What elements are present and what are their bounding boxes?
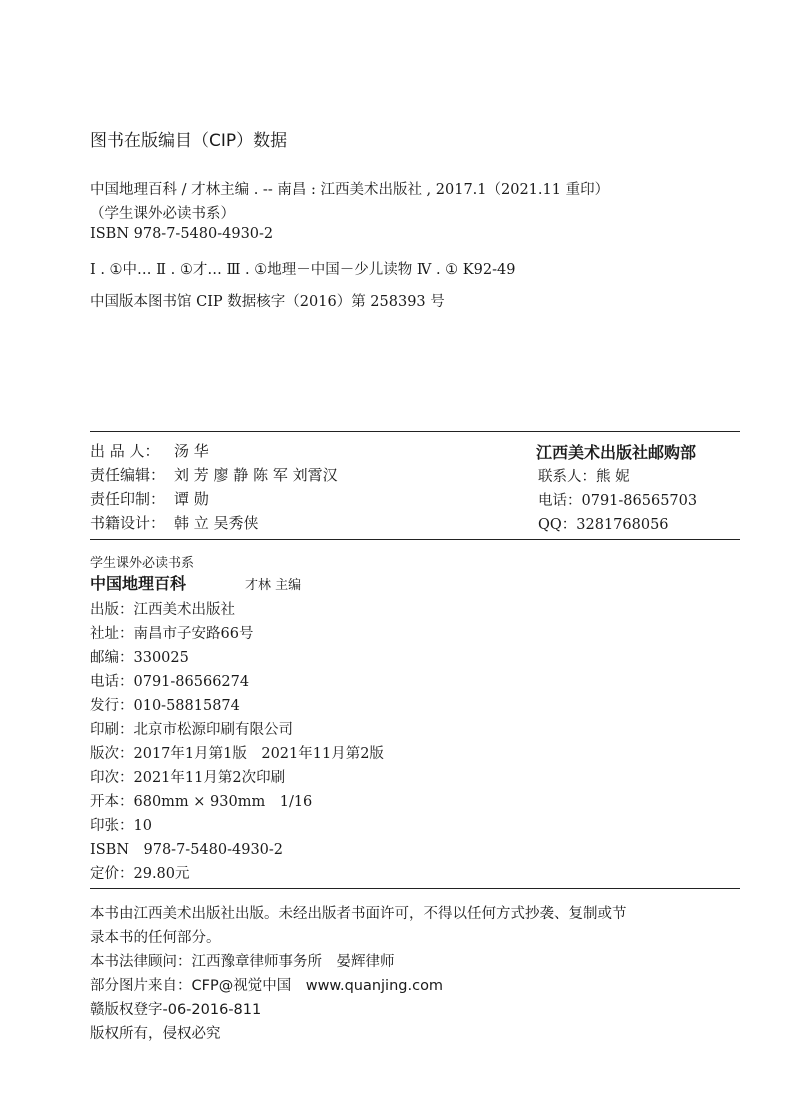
divider <box>90 539 740 540</box>
legal-notice-line-1: 本书由江西美术出版社出版。未经出版者书面许可，不得以任何方式抄袭、复制或节 <box>90 906 627 922</box>
staff-publisher <box>90 440 209 461</box>
cip-line-series: （学生课外必读书系） <box>90 206 235 222</box>
book-series: 学生课外必读书系 <box>90 556 195 571</box>
info-printer: 印刷：北京市松源印刷有限公司 <box>90 722 293 738</box>
info-phone: 电话：0791-86566274 <box>90 674 250 690</box>
info-isbn: ISBN 978-7-5480-4930-2 <box>90 842 284 858</box>
info-format: 开本：680mm × 930mm 1/16 <box>90 794 313 810</box>
info-edition: 版次：2017年1月第1版 2021年11月第2版 <box>90 746 384 762</box>
staff-label: 责任印制： <box>90 490 166 508</box>
mail-order-qq: QQ：3281768056 <box>538 517 669 533</box>
info-distribution: 发行：010-58815874 <box>90 698 240 714</box>
info-postcode: 邮编：330025 <box>90 650 189 666</box>
staff-label: 书籍设计： <box>90 514 166 532</box>
staff-design <box>90 512 259 533</box>
staff-printing <box>90 488 209 509</box>
cip-title: 图书在版编目（CIP）数据 <box>90 131 288 151</box>
book-editor: 才林 主编 <box>245 578 302 593</box>
staff-value: 汤 华 <box>174 442 209 460</box>
info-publisher: 出版：江西美术出版社 <box>90 602 235 618</box>
legal-counsel: 本书法律顾问：江西豫章律师事务所 晏辉律师 <box>90 954 395 970</box>
info-price: 定价：29.80元 <box>90 866 190 882</box>
copyright-registration: 赣版权登字-06-2016-811 <box>90 1002 262 1018</box>
staff-value: 韩 立 吴秀侠 <box>174 514 259 532</box>
divider <box>90 431 740 432</box>
divider <box>90 888 740 889</box>
staff-editors <box>90 464 338 485</box>
mail-order-title: 江西美术出版社邮购部 <box>536 443 697 462</box>
cip-line-title: 中国地理百科 / 才林主编 . -- 南昌 : 江西美术出版社 , 2017.1（2021.11 重印） <box>90 182 610 198</box>
all-rights-reserved: 版权所有，侵权必究 <box>90 1026 221 1042</box>
staff-value: 刘 芳 廖 静 陈 军 刘霄汉 <box>174 466 338 484</box>
mail-order-contact: 联系人：熊 妮 <box>538 469 630 485</box>
image-credits: 部分图片来自：CFP@视觉中国 www.quanjing.com <box>90 978 444 994</box>
book-title: 中国地理百科 <box>90 574 187 593</box>
mail-order-phone: 电话：0791-86565703 <box>538 493 698 509</box>
cip-line-cip-number: 中国版本图书馆 CIP 数据核字（2016）第 258393 号 <box>90 294 445 310</box>
staff-label: 责任编辑： <box>90 466 166 484</box>
staff-value: 谭 勋 <box>174 490 209 508</box>
cip-line-classification: Ⅰ . ①中… Ⅱ . ①才… Ⅲ . ①地理－中国－少儿读物 Ⅳ . ① K92-49 <box>90 262 516 278</box>
info-sheets: 印张：10 <box>90 818 152 834</box>
cip-line-isbn: ISBN 978-7-5480-4930-2 <box>90 226 274 242</box>
info-printing: 印次：2021年11月第2次印刷 <box>90 770 286 786</box>
legal-notice-line-2: 录本书的任何部分。 <box>90 930 221 946</box>
staff-label: 出 品 人： <box>90 442 160 460</box>
info-address: 社址：南昌市子安路66号 <box>90 626 254 642</box>
